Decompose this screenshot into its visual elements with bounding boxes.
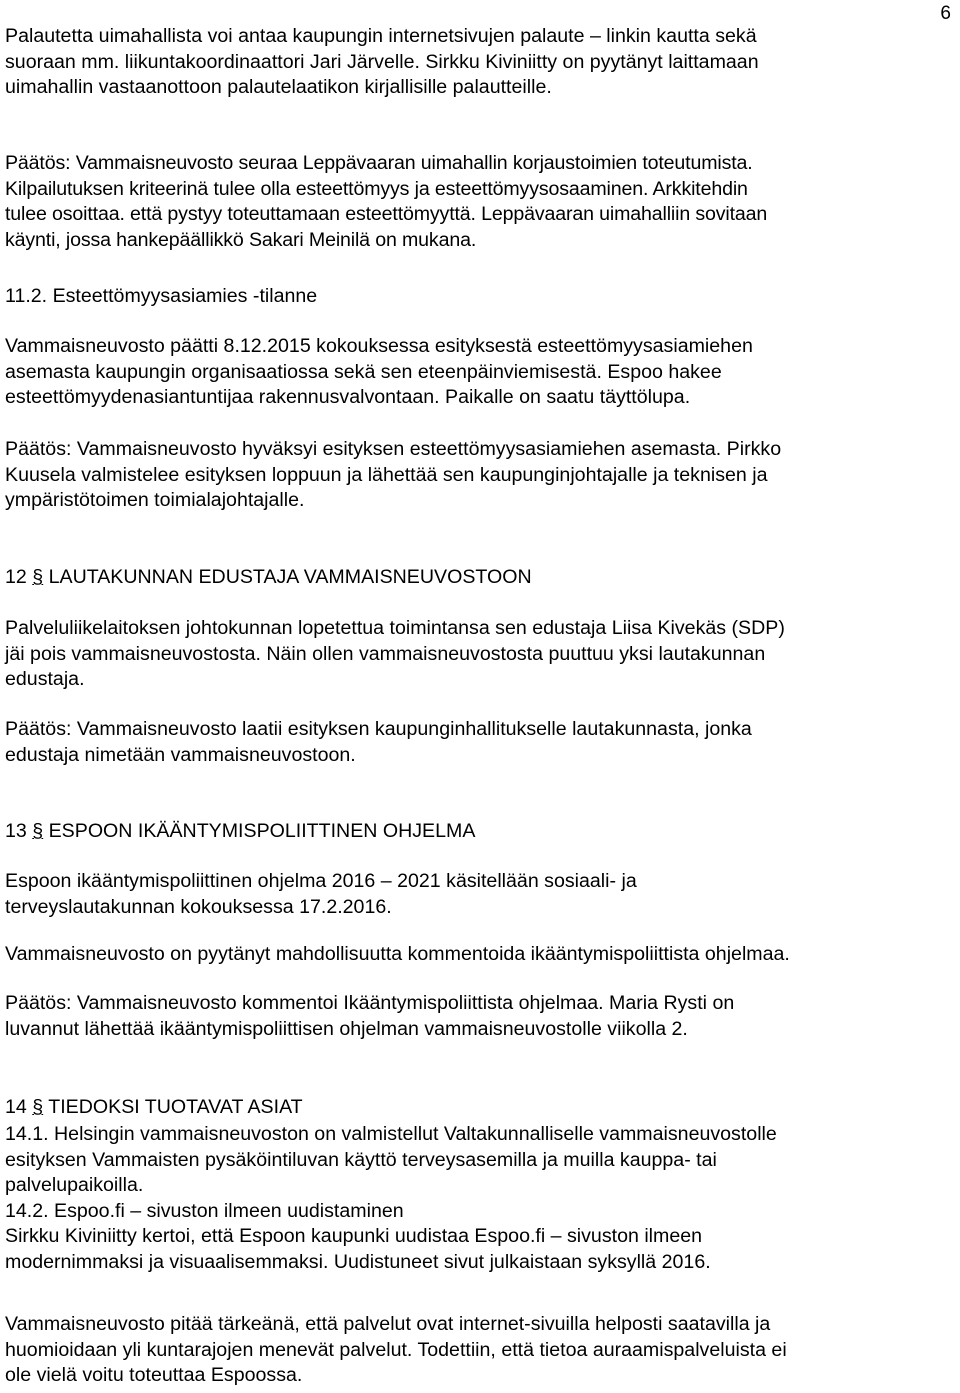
paragraph-accessibility-officer — [5, 334, 955, 411]
subheading-accessibility-officer — [5, 284, 955, 310]
text-line: luvannut lähettää ikääntymispoliittisen ohjelman vammaisneuvostolle viikolla 2. — [5, 1017, 688, 1040]
paragraph-online-services — [5, 1312, 955, 1389]
document-page — [5, 0, 955, 1393]
text-line: Vammaisneuvosto pitää tärkeänä, että palvelut ovat internet-sivuilla helposti saatavilla ja — [5, 1313, 771, 1335]
paragraph-comment-request — [5, 942, 955, 968]
text-line: Palautetta uimahallista voi antaa kaupungin internetsivujen palaute – linkin kautta sekä — [5, 25, 757, 47]
text-line: Vammaisneuvosto päätti 8.12.2015 kokouksessa esityksestä esteettömyysasiamiehen — [5, 335, 753, 357]
text-line: ympäristötoimen toimialajohtajalle. — [5, 489, 305, 511]
text-line: huomioidaan yli kuntarajojen menevät palvelut. Todettiin, että tietoa auraamispalveluista ei — [5, 1338, 787, 1361]
section-sign: § — [32, 820, 44, 842]
text-line: ole vielä voitu toteuttaa Espoossa. — [5, 1364, 303, 1386]
paragraph-board-representative — [5, 616, 955, 693]
section-title: ESPOON IKÄÄNTYMISPOLIITTINEN OHJELMA — [48, 820, 476, 842]
section-title: TIEDOKSI TUOTAVAT ASIAT — [48, 1096, 303, 1118]
paragraph-decision-swimming-hall — [5, 151, 955, 253]
text-line: edustaja. — [5, 668, 85, 690]
text-line: edustaja nimetään vammaisneuvostoon. — [5, 743, 356, 766]
section-number: 13 — [5, 820, 27, 842]
text-line: käynti, jossa hankepäällikkö Sakari Meinilä on mukana. — [5, 228, 477, 251]
text-line: 14.1. Helsingin vammaisneuvoston on valmistellut Valtakunnalliselle vammaisneuvostolle — [5, 1123, 777, 1145]
text-line: suoraan mm. liikuntakoordinaattori Jari Järvelle. Sirkku Kiviniitty on pyytänyt laittamaan — [5, 50, 759, 73]
text-line: Kilpailutuksen kriteerinä tulee olla esteettömyys ja esteettömyysosaaminen. Arkkitehdin — [5, 177, 748, 200]
section-title: LAUTAKUNNAN EDUSTAJA VAMMAISNEUVOSTOON — [48, 566, 532, 588]
text-line: modernimmaksi ja visuaalisemmaksi. Uudistuneet sivut julkaistaan syksyllä 2016. — [5, 1250, 711, 1273]
paragraph-information-items — [5, 1122, 955, 1275]
text-line: jäi pois vammaisneuvostosta. Näin ollen vammaisneuvostosta puuttuu yksi lautakunnan — [5, 642, 766, 665]
text-line: terveyslautakunnan kokouksessa 17.2.2016. — [5, 895, 392, 918]
text-line: Espoon ikääntymispoliittinen ohjelma 2016 – 2021 käsitellään sosiaali- ja — [5, 870, 637, 892]
page-number: 6 — [940, 3, 951, 24]
text-line: asemasta kaupungin organisaatiossa sekä sen eteenpäinviemisestä. Espoo hakee — [5, 360, 722, 383]
text-line: Päätös: Vammaisneuvosto hyväksyi esityksen esteettömyysasiamiehen asemasta. Pirkko — [5, 438, 782, 460]
text-line: 11.2. Esteettömyysasiamies -tilanne — [5, 285, 318, 307]
text-line: Päätös: Vammaisneuvosto seuraa Leppävaaran uimahallin korjaustoimien toteutumista. — [5, 152, 753, 174]
section-heading-14 — [5, 1095, 955, 1121]
section-number: 12 — [5, 566, 27, 588]
paragraph-decision-accessibility-officer — [5, 437, 955, 514]
text-line: esityksen Vammaisten pysäköintiluvan käyttö terveysasemilla ja muilla kauppa- tai — [5, 1148, 717, 1171]
section-heading-13 — [5, 819, 955, 845]
text-line: Päätös: Vammaisneuvosto laatii esityksen kaupunginhallitukselle lautakunnasta, jonka — [5, 718, 752, 740]
section-number: 14 — [5, 1096, 27, 1118]
paragraph-decision-aging-program — [5, 991, 955, 1042]
text-line: Sirkku Kiviniitty kertoi, että Espoon kaupunki uudistaa Espoo.fi – sivuston ilmeen — [5, 1225, 703, 1247]
text-line: Päätös: Vammaisneuvosto kommentoi Ikääntymispoliittista ohjelmaa. Maria Rysti on — [5, 992, 735, 1014]
section-sign: § — [32, 566, 44, 588]
paragraph-aging-program — [5, 869, 955, 920]
text-line: tulee osoittaa. että pystyy toteuttamaan esteettömyyttä. Leppävaaran uimahalliin sovitaan — [5, 203, 768, 225]
text-line: uimahallin vastaanottoon palautelaatikon kirjallisille palautteille. — [5, 76, 552, 98]
text-line: esteettömyydenasiantuntijaa rakennusvalvontaan. Paikalle on saatu täyttölupa. — [5, 386, 691, 408]
paragraph-feedback — [5, 24, 955, 101]
text-line: 14.2. Espoo.fi – sivuston ilmeen uudistaminen — [5, 1199, 404, 1222]
text-line: Vammaisneuvosto on pyytänyt mahdollisuutta kommentoida ikääntymispoliittista ohjelmaa. — [5, 943, 790, 965]
paragraph-decision-board-representative — [5, 717, 955, 768]
text-line: palvelupaikoilla. — [5, 1174, 144, 1196]
text-line: Kuusela valmistelee esityksen loppuun ja lähettää sen kaupunginjohtajalle ja teknisen ja — [5, 463, 768, 486]
section-heading-12 — [5, 565, 955, 591]
text-line: Palveluliikelaitoksen johtokunnan lopetettua toimintansa sen edustaja Liisa Kivekäs (SDP) — [5, 617, 785, 639]
section-sign: § — [32, 1096, 44, 1118]
